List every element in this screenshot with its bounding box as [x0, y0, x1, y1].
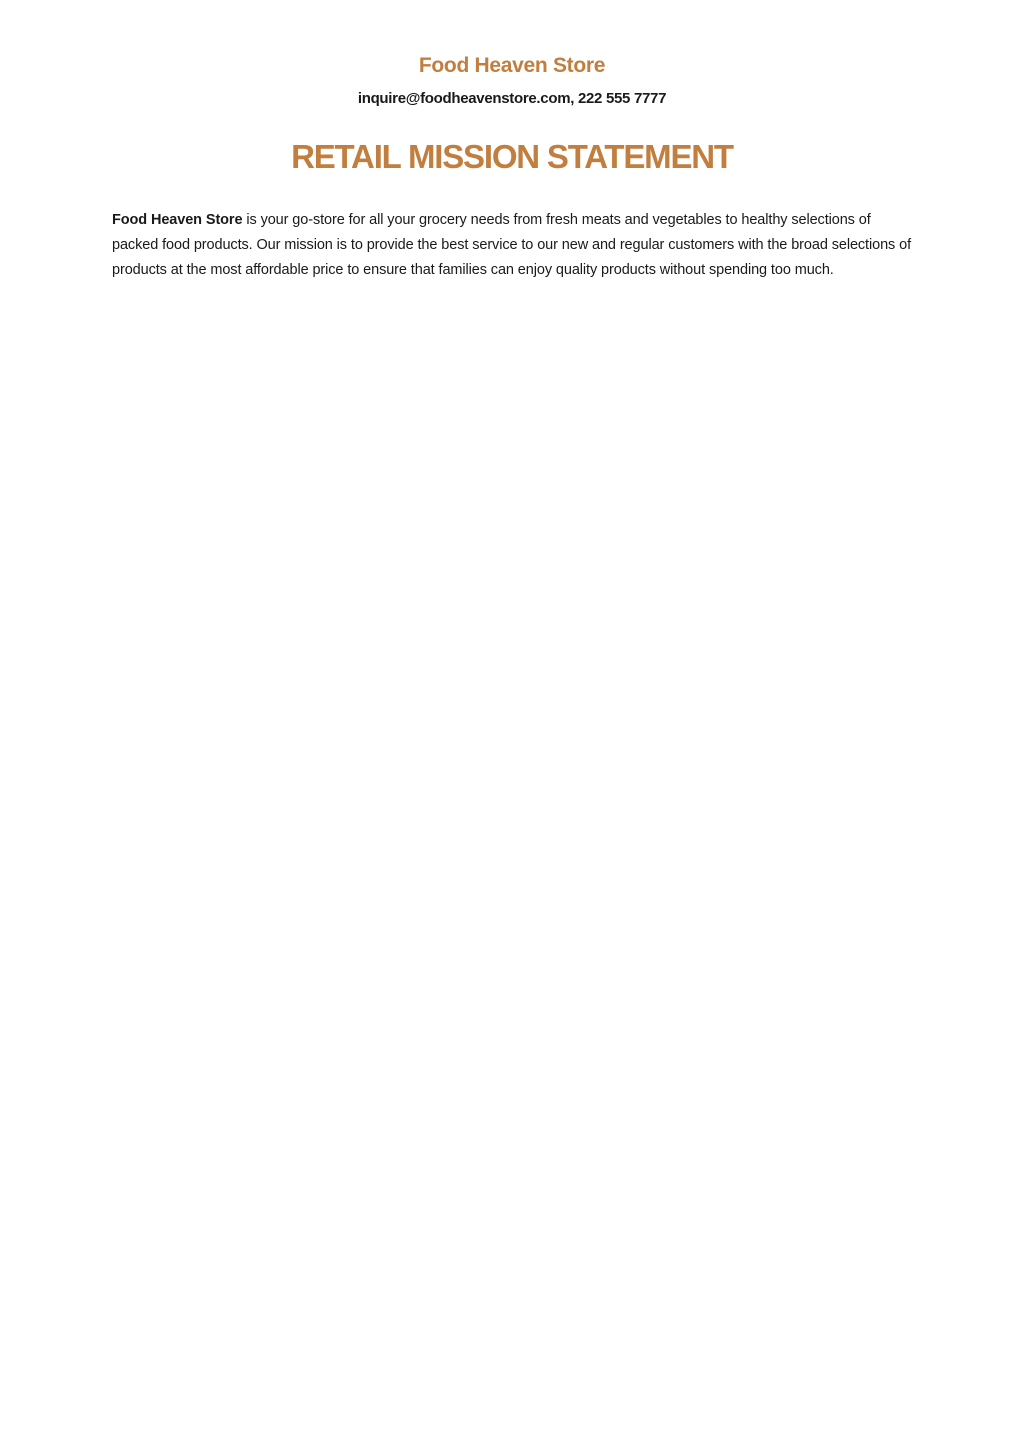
paragraph-lead-store-name: Food Heaven Store: [112, 212, 243, 228]
document-header: [0, 51, 1024, 109]
document-title: RETAIL MISSION STATEMENT: [291, 138, 733, 175]
mission-paragraph: [112, 208, 912, 283]
contact-line: inquire@foodheavenstore.com, 222 555 7777: [357, 90, 667, 107]
store-name-heading: Food Heaven Store: [418, 54, 606, 77]
paragraph-body-text: is your go-store for all your grocery needs from fresh meats and vegetables to healthy selections of packed food products. Our mission is to provide the best service to our new and regular customers with the broad selections of products at the most affordable price to ensure that families can enjoy quality products without spending too much.: [112, 212, 912, 278]
